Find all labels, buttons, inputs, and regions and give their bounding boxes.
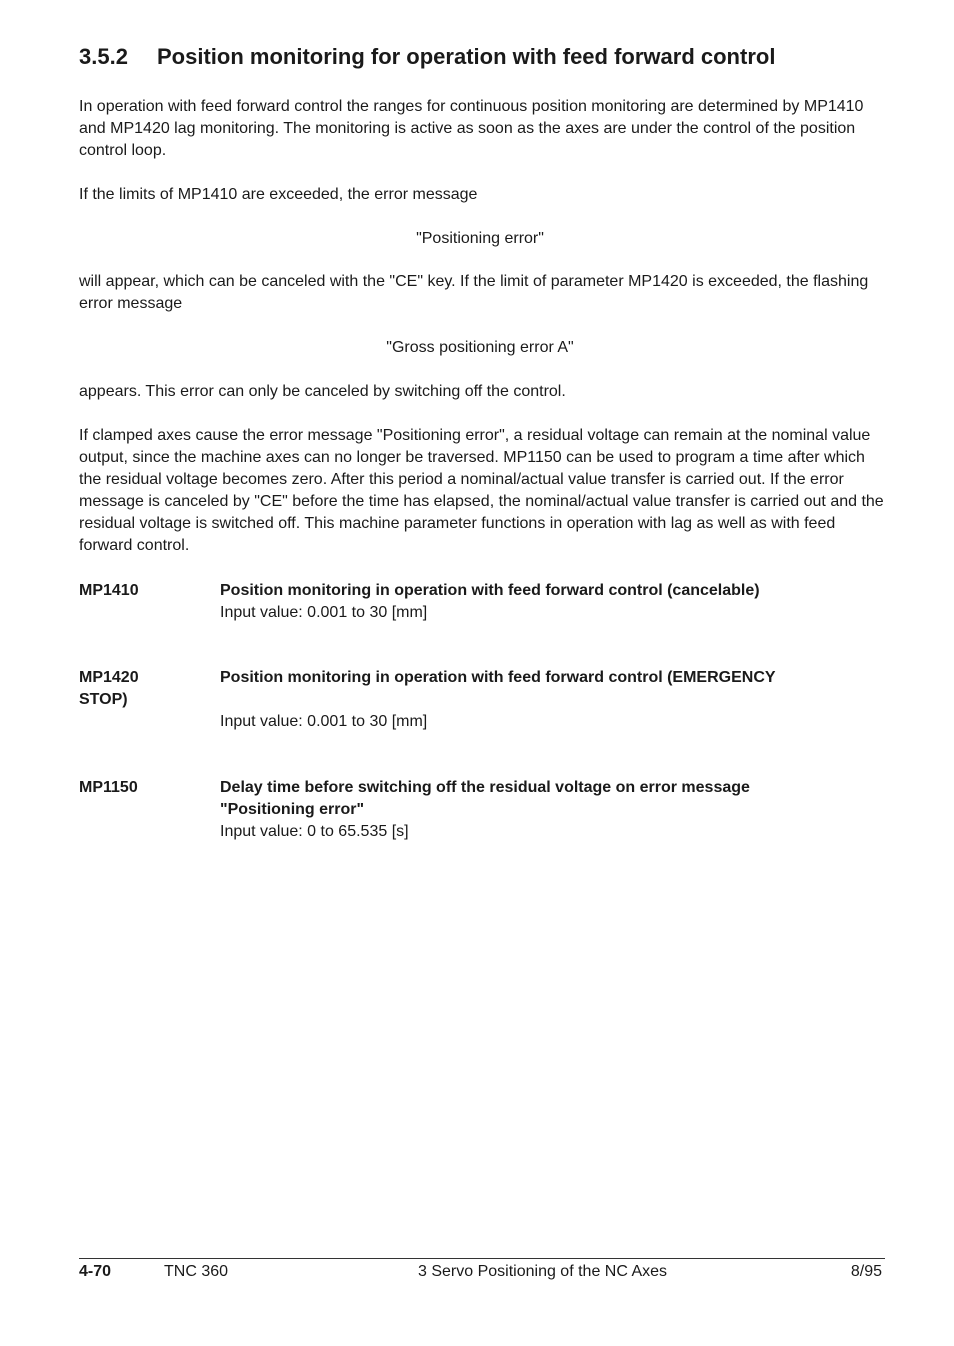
paragraph-mp1410-limit: If the limits of MP1410 are exceeded, the error message — [79, 186, 478, 203]
mp-entry-1150 — [79, 777, 885, 843]
paragraph-clamped-axes: If clamped axes cause the error message "Positioning error", a residual voltage can remain at the nominal value output, since the machine axes can no longer be traversed. MP1150 can be used to program a time after which the residual voltage becomes zero. After this period a nominal/actual value transfer is carried out. If the error message is canceled by "CE" before the time has elapsed, the nominal/actual value transfer is carried out and the residual voltage is switched off. This machine parameter functions in operation with lag as well as with feed forward control. — [79, 427, 884, 554]
mp-description: Position monitoring in operation with feed forward control (EMERGENCY — [220, 669, 776, 686]
footer-divider — [79, 1258, 885, 1259]
error-message-positioning: "Positioning error" — [416, 230, 544, 247]
mp-code: MP1420 — [79, 669, 139, 686]
section-number: 3.5.2 — [79, 44, 128, 69]
mp-entry-1410 — [79, 580, 885, 624]
paragraph-cancel-info: appears. This error can only be canceled by switching off the control. — [79, 383, 566, 400]
section-title: Position monitoring for operation with feed forward control — [157, 44, 776, 69]
paragraph-intro: In operation with feed forward control the ranges for continuous position monitoring are determined by MP1410 and MP1420 lag monitoring. The monitoring is active as soon as the axes are under the control of the position control loop. — [79, 98, 864, 159]
footer-date: 8/95 — [850, 1263, 882, 1280]
footer-chapter: 3 Servo Positioning of the NC Axes — [418, 1263, 668, 1280]
mp-description: Delay time before switching off the residual voltage on error message "Positioning error" — [220, 779, 750, 818]
mp-description: Position monitoring in operation with feed forward control (cancelable) — [220, 582, 760, 599]
mp-code: MP1150 — [79, 779, 138, 796]
mp-code: MP1410 — [79, 582, 139, 599]
mp-description-continued: STOP) — [79, 691, 128, 708]
mp-input-range: Input value: 0 to 65.535 [s] — [220, 823, 409, 840]
mp-entry-1420 — [79, 667, 885, 733]
paragraph-mp1420-limit: will appear, which can be canceled with the "CE" key. If the limit of parameter MP1420 is exceeded, the flashing error message — [79, 273, 869, 312]
mp-input-range: Input value: 0.001 to 30 [mm] — [220, 604, 428, 621]
section-heading — [79, 42, 775, 72]
footer-page-number: 4-70 — [79, 1263, 112, 1280]
footer-product: TNC 360 — [164, 1263, 229, 1280]
mp-input-range: Input value: 0.001 to 30 [mm] — [220, 713, 428, 730]
error-message-gross: "Gross positioning error A" — [386, 339, 574, 356]
